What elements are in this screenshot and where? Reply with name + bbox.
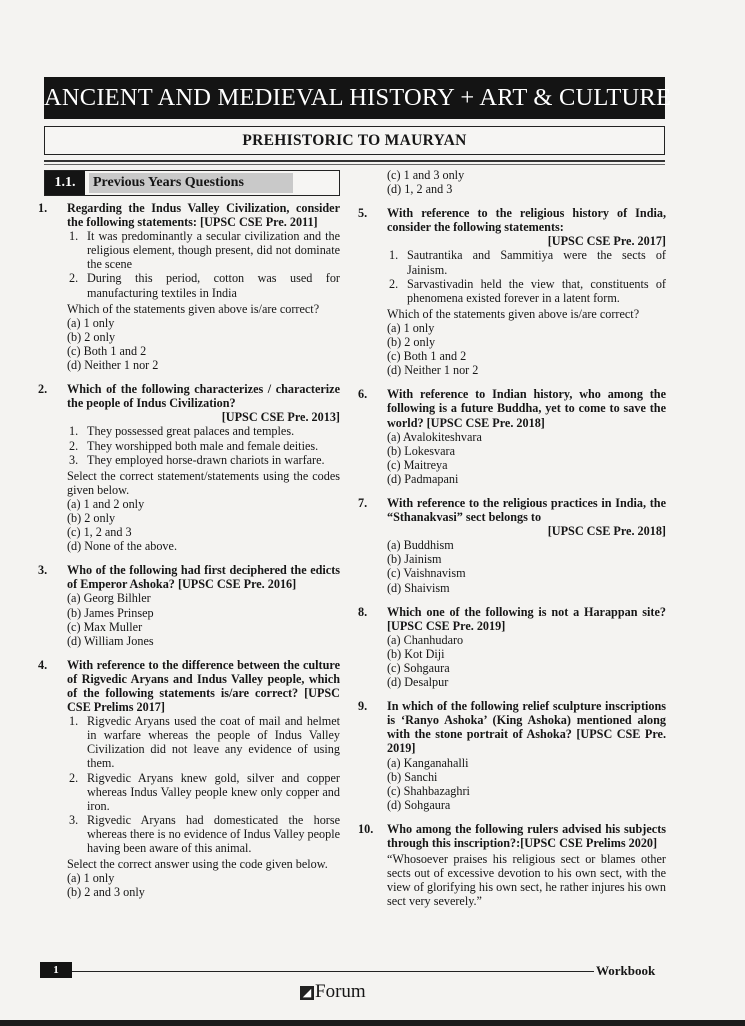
statement-text: Rigvedic Aryans knew gold, silver and copper whereas Indus Valley people knew only copper and iron. <box>87 770 340 813</box>
question-prompt: Select the correct answer using the code given below. <box>67 857 328 872</box>
question-text: With reference to the religious practices in India, the “Sthanakvasi” sect belongs to <box>387 495 666 525</box>
question-prompt: Select the correct statement/statements using the codes given below. <box>67 468 340 497</box>
question-text: Who of the following had first deciphered the edicts of Emperor Ashoka? [UPSC CSE Pre. 2016] <box>67 563 340 592</box>
statement: 2. They worshipped both male and female deities. <box>69 438 319 453</box>
option: (b) 2 and 3 only <box>67 885 145 900</box>
exam-tag: [UPSC CSE Pre. 2013] <box>221 410 340 425</box>
question-5 <box>358 206 666 377</box>
question-number: 1. <box>38 201 48 215</box>
question-number: 3. <box>38 563 48 578</box>
chapter-title: PREHISTORIC TO MAURYAN <box>44 126 665 155</box>
section-number: 1.1. <box>45 171 85 195</box>
question-number: 4. <box>38 657 48 672</box>
option: (d) William Jones <box>67 633 154 648</box>
option: (b) James Prinsep <box>67 605 154 620</box>
option: (b) Sanchi <box>387 769 438 784</box>
statement-text: They employed horse-drawn chariots in warfare. <box>87 452 325 467</box>
option: (c) Sohgaura <box>387 661 450 675</box>
option: (c) 1, 2 and 3 <box>67 525 132 540</box>
statement-text: It was predominantly a secular civilization and the religious element, though present, did not dominate the scene <box>87 229 340 272</box>
section-heading <box>44 170 340 196</box>
question-text: With reference to the religious history of India, consider the following statements: <box>387 206 666 235</box>
statement-text: Rigvedic Aryans used the coat of mail and helmet in warfare whereas the people of Indus Valley Civilization did not leave any evidence of using them. <box>87 714 340 771</box>
option: (b) Lokesvara <box>387 443 456 458</box>
option: (a) Kanganahalli <box>387 755 469 770</box>
logo-text: Forum <box>315 981 366 1002</box>
question-2 <box>38 382 340 553</box>
option: (d) None of the above. <box>67 539 177 554</box>
question-4-continued <box>358 168 666 196</box>
question-number: 6. <box>358 387 368 402</box>
statement: 3. They employed horse-drawn chariots in warfare. <box>69 452 325 467</box>
option: (b) Jainism <box>387 552 442 567</box>
option: (a) 1 only <box>387 320 435 335</box>
statement-text: During this period, cotton was used for manufacturing textiles in India <box>87 271 340 300</box>
option: (a) 1 only <box>67 315 115 330</box>
exam-tag: [UPSC CSE Pre. 2017] <box>547 234 666 249</box>
question-4 <box>38 658 340 900</box>
option: (b) 2 only <box>387 335 436 350</box>
right-column <box>358 168 666 919</box>
option: (d) 1, 2 and 3 <box>387 182 453 197</box>
divider <box>44 160 665 162</box>
statement: 1. Rigvedic Aryans used the coat of mail and helmet in warfare whereas the people of Indus Valley Civilization did not leave any evidence of using them. <box>69 714 340 771</box>
question-number: 5. <box>358 206 368 221</box>
exam-tag: [UPSC CSE Pre. 2018] <box>547 524 666 539</box>
option: (d) Shaivism <box>387 580 450 595</box>
left-column <box>38 201 340 909</box>
question-text: With reference to Indian history, who among the following is a future Buddha, yet to come to save the world? [UPSC CSE Pre. 2018] <box>387 387 666 430</box>
footer-divider <box>72 971 594 972</box>
option: (a) Georg Bilhler <box>67 591 151 606</box>
inscription-quote: “Whosoever praises his religious sect or blames other sects out of excessive devotion to his own sect, with the view of glorifying his own sect, he rather injures his own sect very severely.” <box>387 852 666 909</box>
question-1 <box>38 201 340 372</box>
option: (d) Sohgaura <box>387 797 451 812</box>
section-title: Previous Years Questions <box>89 173 293 193</box>
question-text: In which of the following relief sculpture inscriptions is ‘Ranyo Ashoka’ (King Ashoka) mentioned along with the stone portrait of Ashoka? [UPSC CSE Pre. 2019] <box>387 699 666 756</box>
option: (a) Avalokiteshvara <box>387 429 482 444</box>
option: (c) Both 1 and 2 <box>67 343 147 358</box>
statement: 2. Sarvastivadin held the view that, constituents of phenomena existed forever in a latent form. <box>389 276 666 305</box>
statement-text: Sautrantika and Sammitiya were the sects of Jainism. <box>407 248 666 277</box>
statement-text: Rigvedic Aryans had domesticated the horse whereas there is no evidence of Indus Valley people having been aware of this animal. <box>87 812 340 856</box>
question-9 <box>358 699 666 812</box>
question-text: Which of the following characterizes / characterize the people of Indus Civilization? <box>67 382 340 411</box>
question-number: 2. <box>38 382 48 397</box>
divider <box>44 164 665 165</box>
question-7 <box>358 496 666 595</box>
statement: 3. Rigvedic Aryans had domesticated the horse whereas there is no evidence of Indus Valley people having been aware of this animal. <box>69 812 340 856</box>
option: (b) 2 only <box>67 510 116 525</box>
option: (a) 1 and 2 only <box>67 496 145 511</box>
page-number: 1 <box>40 962 72 978</box>
option: (a) 1 only <box>67 871 115 886</box>
statement: 2. Rigvedic Aryans knew gold, silver and copper whereas Indus Valley people knew only copper and iron. <box>69 770 340 813</box>
logo-mark-icon: ◢ <box>300 986 314 1000</box>
question-prompt: Which of the statements given above is/are correct? <box>387 306 640 321</box>
option: (d) Padmapani <box>387 471 459 486</box>
option: (c) Max Muller <box>67 619 143 634</box>
option: (c) Both 1 and 2 <box>387 349 467 364</box>
question-text: Who among the following rulers advised his subjects through this inscription?:[UPSC CSE Prelims 2020] <box>387 821 666 851</box>
question-text: With reference to the difference between the culture of Rigvedic Aryans and Indus Valley people, which of the following statements is/are correct? [UPSC CSE Prelims 2017] <box>67 657 340 715</box>
option: (b) Kot Diji <box>387 646 445 661</box>
question-text: Which one of the following is not a Harappan site? [UPSC CSE Pre. 2019] <box>387 604 666 633</box>
question-number: 10. <box>358 821 374 836</box>
option: (c) Maitreya <box>387 457 448 472</box>
page-edge <box>0 1020 745 1026</box>
question-number: 7. <box>358 495 368 510</box>
statement: 1. They possessed great palaces and temples. <box>69 424 295 439</box>
question-10 <box>358 822 666 909</box>
option: (c) 1 and 3 only <box>387 168 465 182</box>
question-number: 8. <box>358 604 368 619</box>
option: (d) Desalpur <box>387 675 449 690</box>
option: (a) Chanhudaro <box>387 632 464 647</box>
statement-text: They worshipped both male and female deities. <box>87 438 319 453</box>
publisher-logo <box>300 981 366 1003</box>
question-6 <box>358 387 666 486</box>
option: (b) 2 only <box>67 329 116 344</box>
statement-text: Sarvastivadin held the view that, constituents of phenomena existed forever in a latent form. <box>407 276 666 305</box>
question-number: 9. <box>358 699 368 714</box>
option: (c) Shahbazaghri <box>387 783 470 798</box>
option: (d) Neither 1 nor 2 <box>67 358 159 373</box>
statement-text: They possessed great palaces and temples. <box>87 424 295 439</box>
option: (a) Buddhism <box>387 538 454 553</box>
statement: 1. Sautrantika and Sammitiya were the sects of Jainism. <box>389 248 666 277</box>
statement: 1. It was predominantly a secular civilization and the religious element, though present, did not dominate the scene <box>69 229 340 272</box>
option: (d) Neither 1 nor 2 <box>387 363 479 378</box>
question-3 <box>38 563 340 648</box>
question-8 <box>358 605 666 690</box>
footer-label: Workbook <box>596 963 656 978</box>
question-text: Regarding the Indus Valley Civilization, consider the following statements: [UPSC CSE Pre. 2011] <box>67 201 340 230</box>
question-prompt: Which of the statements given above is/are correct? <box>67 301 320 316</box>
option: (c) Vaishnavism <box>387 566 466 581</box>
statement: 2. During this period, cotton was used for manufacturing textiles in India <box>69 271 340 300</box>
book-banner: ANCIENT AND MEDIEVAL HISTORY + ART & CULTURE <box>44 77 665 119</box>
